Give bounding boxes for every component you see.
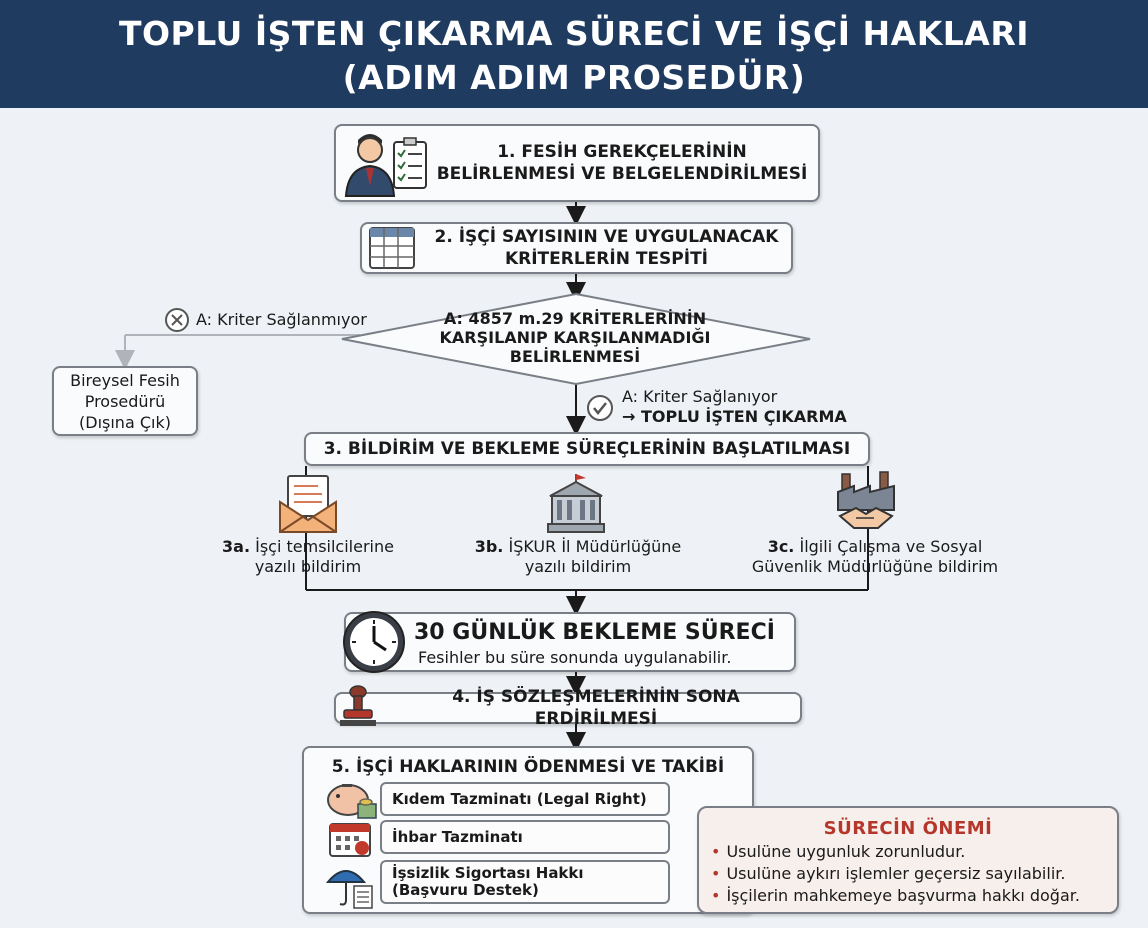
step1-line1: 1. FESİH GEREKÇELERİNİN xyxy=(497,142,747,162)
step4-title: 4. İŞ SÖZLEŞMELERİNİN SONA ERDİRİLMESİ xyxy=(452,687,740,729)
waiting-title: 30 GÜNLÜK BEKLEME SÜRECİ xyxy=(414,620,775,645)
importance-item: • Usulüne aykırı işlemler geçersiz sayılabilir. xyxy=(711,864,1066,883)
envelope-letter-icon xyxy=(278,472,338,534)
x-circle-icon xyxy=(164,307,190,333)
step5-title: 5. İŞÇİ HAKLARININ ÖDENMESİ VE TAKİBİ xyxy=(331,757,725,777)
importance-box xyxy=(697,806,1119,914)
step2-line2: KRİTERLERİN TESPİTİ xyxy=(504,249,709,269)
step2-line1: 2. İŞÇİ SAYISININ VE UYGULANACAK xyxy=(434,227,779,247)
unemployment-insurance-item: İşsizlik Sigortası Hakkı (Başvuru Destek) xyxy=(380,860,670,904)
exit-line3: (Dışına Çık) xyxy=(79,412,171,432)
decision-yes-label: A: Kriter Sağlanıyor → TOPLU İŞTEN ÇIKARMA xyxy=(622,387,847,426)
individual-termination-box xyxy=(52,366,198,436)
decision-line2: KARŞILANIP KARŞILANMADIĞI xyxy=(439,328,711,347)
piggy-bank-icon xyxy=(322,778,378,822)
exit-line1: Bireysel Fesih xyxy=(70,370,180,390)
clock-icon xyxy=(340,608,408,676)
decision-text xyxy=(400,309,750,366)
step3-box xyxy=(304,432,870,466)
importance-item: • Usulüne uygunluk zorunludur. xyxy=(711,842,966,861)
businessman-checklist-icon xyxy=(342,128,432,198)
factory-handshake-icon xyxy=(834,470,898,534)
importance-title: SÜRECİN ÖNEMİ xyxy=(823,818,993,839)
exit-line2: Prosedürü xyxy=(84,391,166,411)
spreadsheet-icon xyxy=(368,226,416,270)
severance-pay-item: Kıdem Tazminatı (Legal Right) xyxy=(380,782,670,816)
government-building-icon xyxy=(546,472,606,534)
check-circle-icon xyxy=(586,394,614,422)
decision-line1: A: 4857 m.29 KRİTERLERİNİN xyxy=(443,309,707,328)
waiting-subtitle: Fesihler bu süre sonunda uygulanabilir. xyxy=(418,648,732,667)
step3a-label: 3a. İşçi temsilcilerine yazılı bildirim xyxy=(222,537,394,576)
step4-box xyxy=(334,687,802,729)
page-title-line1: TOPLU İŞTEN ÇIKARMA SÜRECİ VE İŞÇİ HAKLARI xyxy=(118,14,1030,53)
notice-pay-item: İhbar Tazminatı xyxy=(380,820,670,854)
step3b-label: 3b. İŞKUR İl Müdürlüğüne yazılı bildirim xyxy=(474,537,682,576)
stamp-icon xyxy=(338,684,378,728)
step2-box xyxy=(360,222,793,274)
calendar-icon xyxy=(328,818,372,858)
step1-line2: BELİRLENMESİ VE BELGELENDİRİLMESİ xyxy=(436,164,808,184)
decision-no-label: A: Kriter Sağlanmıyor xyxy=(196,310,367,329)
step3-title: 3. BİLDİRİM VE BEKLEME SÜREÇLERİNİN BAŞLATILMASI xyxy=(323,439,851,459)
umbrella-document-icon xyxy=(326,860,376,910)
step3c-label: 3c. İlgili Çalışma ve Sosyal Güvenlik Müdürlüğüne bildirim xyxy=(751,537,999,576)
page-title-line2: (ADIM ADIM PROSEDÜR) xyxy=(342,58,806,97)
importance-item: • İşçilerin mahkemeye başvurma hakkı doğar. xyxy=(711,886,1080,905)
decision-line3: BELİRLENMESİ xyxy=(509,347,641,366)
